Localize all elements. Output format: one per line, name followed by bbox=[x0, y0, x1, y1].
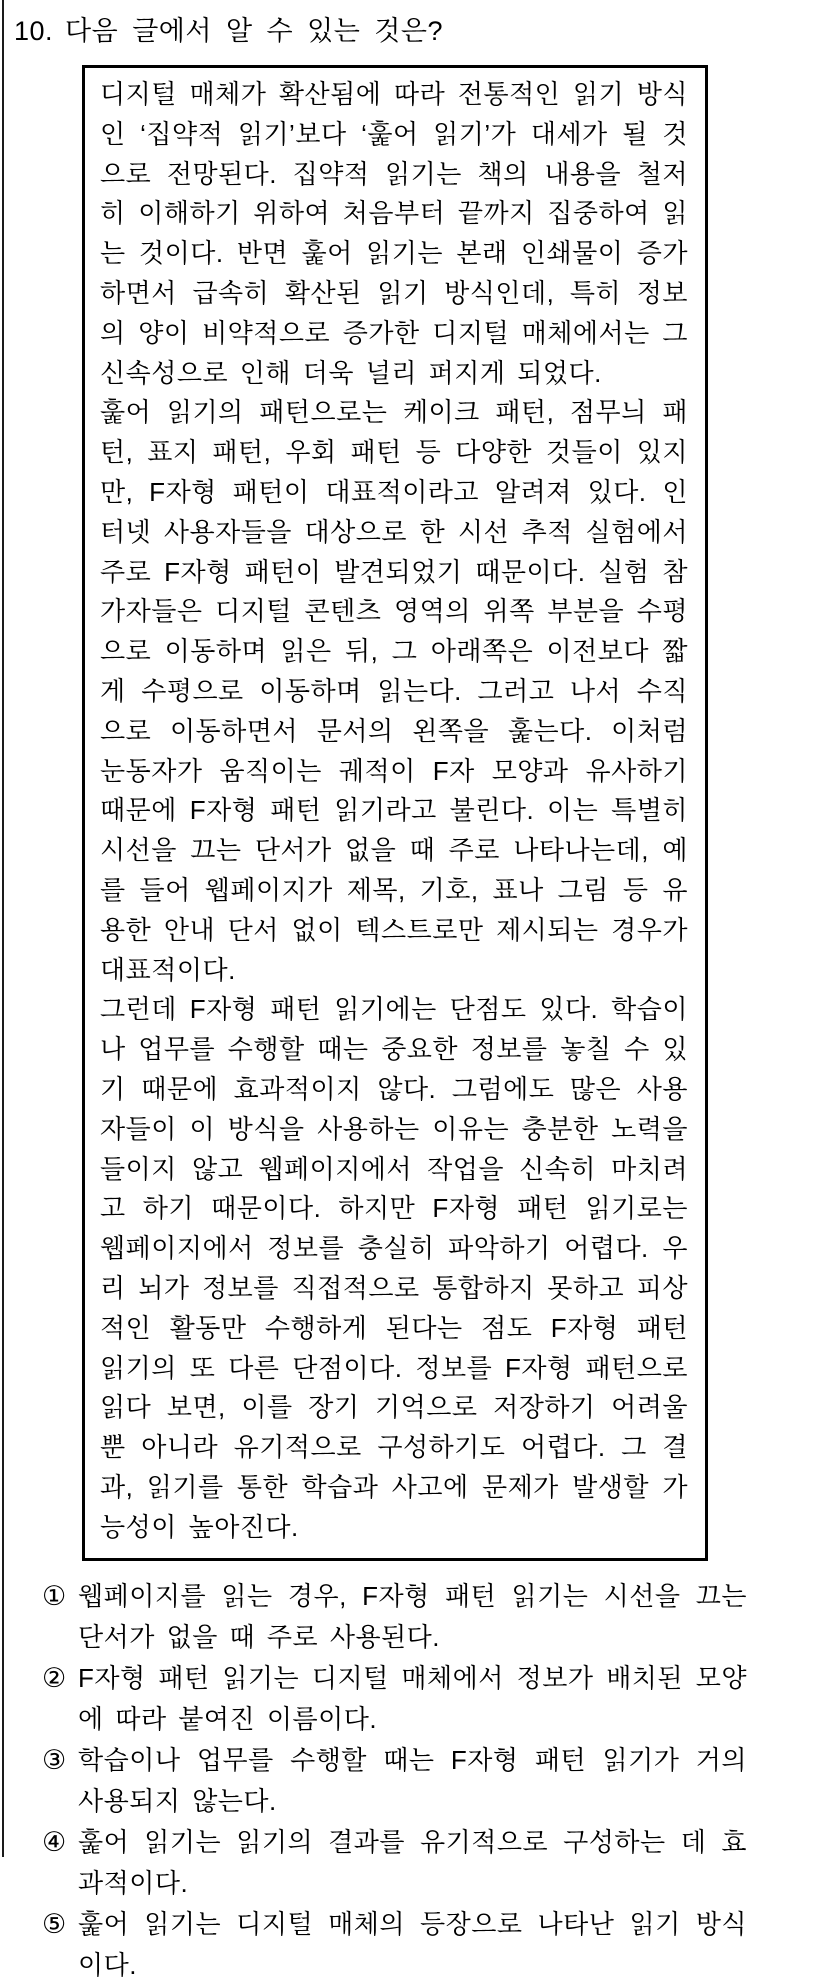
choice-line: 과적이다. bbox=[78, 1868, 189, 1898]
passage-line: 신속성으로 인해 더욱 널리 퍼지게 되었다. bbox=[100, 357, 602, 388]
passage-line: 하면서 급속히 확산된 읽기 방식인데, 특히 정보 bbox=[100, 277, 688, 308]
passage-line: 게 수평으로 이동하며 읽는다. 그러고 나서 수직 bbox=[100, 675, 688, 706]
passage-line: 용한 안내 단서 없이 텍스트로만 제시되는 경우가 bbox=[100, 914, 688, 945]
passage-line: 읽기의 또 다른 단점이다. 정보를 F자형 패턴으로 bbox=[100, 1352, 688, 1383]
choice-marker: ⑤ bbox=[42, 1909, 67, 1939]
passage-line: 으로 전망된다. 집약적 읽기는 책의 내용을 철저 bbox=[100, 158, 688, 189]
passage-line: 리 뇌가 정보를 직접적으로 통합하지 못하고 피상 bbox=[100, 1272, 688, 1303]
choice-text bbox=[78, 1576, 747, 1658]
choice-marker: ④ bbox=[42, 1827, 67, 1857]
choice-line: 훑어 읽기는 읽기의 결과를 유기적으로 구성하는 데 효 bbox=[78, 1827, 747, 1857]
choice-line: 이다. bbox=[78, 1950, 137, 1980]
choice-item[interactable] bbox=[42, 1576, 747, 1658]
passage-line: 나 업무를 수행할 때는 중요한 정보를 놓칠 수 있 bbox=[100, 1034, 688, 1065]
passage-line: 를 들어 웹페이지가 제목, 기호, 표나 그림 등 유 bbox=[100, 874, 688, 905]
choice-line: 학습이나 업무를 수행할 때는 F자형 패턴 읽기가 거의 bbox=[78, 1745, 747, 1775]
passage-line: 자들이 이 방식을 사용하는 이유는 충분한 노력을 bbox=[100, 1113, 688, 1144]
question-number: 10. bbox=[14, 16, 54, 46]
choices-list bbox=[42, 1576, 747, 1986]
passage-line: 읽다 보면, 이를 장기 기억으로 저장하기 어려울 bbox=[100, 1392, 688, 1423]
choice-line: 단서가 없을 때 주로 사용된다. bbox=[78, 1622, 441, 1652]
question-text: 다음 글에서 알 수 있는 것은? bbox=[65, 16, 443, 46]
passage-line: 디지털 매체가 확산됨에 따라 전통적인 읽기 방식 bbox=[100, 79, 688, 109]
passage-line: 훑어 읽기의 패턴으로는 케이크 패턴, 점무늬 패 bbox=[100, 397, 688, 428]
passage-line: 시선을 끄는 단서가 없을 때 주로 나타나는데, 예 bbox=[100, 835, 688, 866]
passage-line: 만, F자형 패턴이 대표적이라고 알려져 있다. 인 bbox=[100, 476, 688, 507]
choice-item[interactable] bbox=[42, 1822, 747, 1904]
passage-line: 때문에 F자형 패턴 읽기라고 불린다. 이는 특별히 bbox=[100, 795, 688, 826]
passage-line: 턴, 표지 패턴, 우회 패턴 등 다양한 것들이 있지 bbox=[100, 437, 688, 468]
passage-box bbox=[82, 65, 708, 1561]
choice-line: 에 따라 붙여진 이름이다. bbox=[78, 1704, 378, 1734]
choice-line: 사용되지 않는다. bbox=[78, 1786, 277, 1816]
choice-text bbox=[78, 1658, 747, 1740]
passage-line: 는 것이다. 반면 훑어 읽기는 본래 인쇄물이 증가 bbox=[100, 238, 688, 269]
passage-line: 인 ‘집약적 읽기’보다 ‘훑어 읽기’가 대세가 될 것 bbox=[100, 118, 688, 149]
choice-text bbox=[78, 1822, 747, 1904]
passage-line: 가자들은 디지털 콘텐츠 영역의 위쪽 부분을 수평 bbox=[100, 596, 688, 627]
passage-line: 터넷 사용자들을 대상으로 한 시선 추적 실험에서 bbox=[100, 516, 688, 547]
passage-line: 주로 F자형 패턴이 발견되었기 때문이다. 실험 참 bbox=[100, 556, 688, 587]
passage-line: 뿐 아니라 유기적으로 구성하기도 어렵다. 그 결 bbox=[100, 1432, 688, 1463]
choice-marker: ② bbox=[42, 1663, 67, 1693]
passage-line: 대표적이다. bbox=[100, 954, 236, 985]
passage-line: 그런데 F자형 패턴 읽기에는 단점도 있다. 학습이 bbox=[100, 994, 688, 1025]
passage-line: 과, 읽기를 통한 학습과 사고에 문제가 발생할 가 bbox=[100, 1471, 688, 1502]
passage-line: 적인 활동만 수행하게 된다는 점도 F자형 패턴 bbox=[100, 1312, 688, 1343]
column-divider-line bbox=[2, 0, 4, 1857]
passage-line: 기 때문에 효과적이지 않다. 그럼에도 많은 사용 bbox=[100, 1073, 688, 1104]
passage-line: 능성이 높아진다. bbox=[100, 1511, 299, 1542]
choice-item[interactable] bbox=[42, 1658, 747, 1740]
choice-line: F자형 패턴 읽기는 디지털 매체에서 정보가 배치된 모양 bbox=[78, 1663, 747, 1693]
passage-line: 들이지 않고 웹페이지에서 작업을 신속히 마치려 bbox=[100, 1153, 688, 1184]
passage-line: 의 양이 비약적으로 증가한 디지털 매체에서는 그 bbox=[100, 317, 688, 348]
choice-line: 웹페이지를 읽는 경우, F자형 패턴 읽기는 시선을 끄는 bbox=[78, 1581, 747, 1611]
passage-line: 으로 이동하며 읽은 뒤, 그 아래쪽은 이전보다 짧 bbox=[100, 636, 688, 667]
choice-marker: ① bbox=[42, 1581, 67, 1611]
passage-line: 웹페이지에서 정보를 충실히 파악하기 어렵다. 우 bbox=[100, 1233, 688, 1264]
passage-line: 으로 이동하면서 문서의 왼쪽을 훑는다. 이처럼 bbox=[100, 715, 688, 746]
choice-text bbox=[78, 1904, 747, 1986]
choice-item[interactable] bbox=[42, 1904, 747, 1986]
choice-item[interactable] bbox=[42, 1740, 747, 1822]
question-header bbox=[14, 12, 443, 50]
passage-line: 고 하기 때문이다. 하지만 F자형 패턴 읽기로는 bbox=[100, 1193, 688, 1224]
passage-line: 히 이해하기 위하여 처음부터 끝까지 집중하여 읽 bbox=[100, 198, 688, 229]
choice-line: 훑어 읽기는 디지털 매체의 등장으로 나타난 읽기 방식 bbox=[78, 1909, 747, 1939]
choice-text bbox=[78, 1740, 747, 1822]
passage-line: 눈동자가 움직이는 궤적이 F자 모양과 유사하기 bbox=[100, 755, 688, 786]
choice-marker: ③ bbox=[42, 1745, 67, 1775]
